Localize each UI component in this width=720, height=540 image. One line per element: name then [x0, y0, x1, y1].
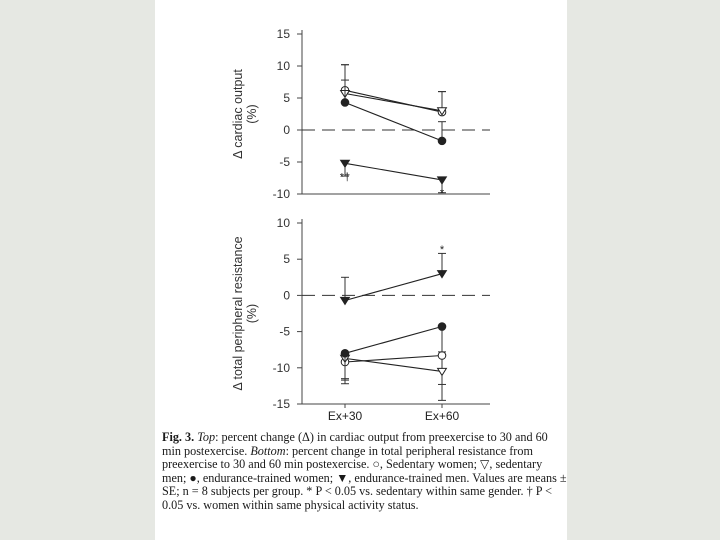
- y-tick-label: -15: [272, 397, 290, 411]
- x-tick-label: Ex+60: [424, 409, 460, 423]
- y-tick-label: 0: [283, 123, 290, 137]
- y-tick-label: 5: [283, 252, 290, 267]
- x-tick-label: Ex+30: [327, 409, 363, 423]
- y-tick-label: -10: [272, 360, 290, 375]
- y-tick-label: -5: [279, 324, 290, 339]
- open-circle-marker: [438, 352, 446, 360]
- y-tick-label: 10: [276, 59, 290, 73]
- y-tick-label: 10: [276, 216, 290, 230]
- y-axis-label-line: (%): [245, 104, 259, 124]
- series-line: [345, 163, 442, 180]
- caption-bottom-label: Bottom: [250, 443, 286, 458]
- caption-top-label: Top: [197, 430, 216, 444]
- significance-marker: *†: [339, 171, 351, 184]
- y-tick-label: 0: [283, 288, 290, 303]
- significance-marker: *: [439, 187, 445, 200]
- filled-circle-marker: [341, 350, 349, 358]
- series-line: [345, 327, 442, 354]
- series-line: [345, 358, 442, 371]
- y-axis-label: [231, 236, 259, 390]
- y-tick-label: -5: [279, 155, 290, 169]
- filled-triangle-marker: [438, 177, 447, 184]
- filled-circle-marker: [438, 137, 446, 145]
- series-line: [345, 355, 442, 362]
- y-tick-label: 15: [276, 27, 290, 41]
- caption-figure-label: Fig. 3.: [162, 430, 195, 444]
- caption-bottom-text: : percent change in total peripheral resistance from preexercise to 30 and 60 min postexercise. ○, Sedentary women; ▽, sedentary men; ●, endurance-trained women; ▼, endurance-trained men. Values are means ± SE; n = 8 subjects per group. * P < 0.05 vs. sedentary within same gender. † P < 0.05 vs. women within same physical activity status.: [162, 443, 567, 512]
- filled-circle-marker: [341, 99, 349, 107]
- figure-caption: [162, 431, 568, 513]
- caption-top-text: : percent change (Δ) in cardiac output from preexercise to 30 and 60 min postexercise.: [162, 430, 548, 458]
- y-axis-label-line: Δ total peripheral resistance: [231, 236, 245, 391]
- filled-circle-marker: [438, 323, 446, 331]
- filled-triangle-marker: [341, 297, 350, 304]
- y-axis-label-line: Δ cardiac output: [231, 69, 245, 159]
- chart-panel-top: [231, 27, 490, 201]
- y-axis-label: [231, 69, 259, 159]
- y-axis-label-line: (%): [245, 303, 259, 324]
- series-line: [345, 274, 442, 301]
- significance-marker: *: [439, 244, 445, 257]
- y-tick-label: 5: [283, 91, 290, 105]
- y-tick-label: -10: [272, 187, 290, 201]
- chart-panel-bottom: [231, 216, 490, 423]
- open-triangle-marker: [438, 368, 447, 375]
